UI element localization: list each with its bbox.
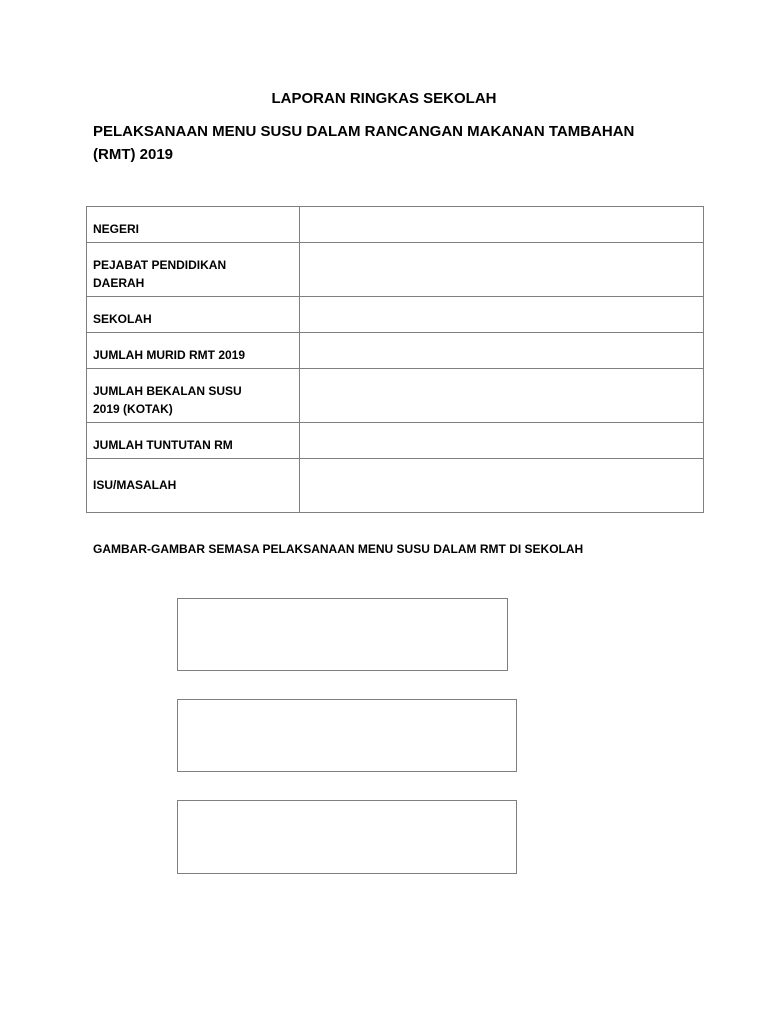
photos-section-heading: GAMBAR-GAMBAR SEMASA PELAKSANAAN MENU SUSU DALAM RMT DI SEKOLAH [93, 542, 584, 556]
row-label-line-1: SEKOLAH [93, 312, 152, 326]
page-title: LAPORAN RINGKAS SEKOLAH [271, 90, 497, 107]
row-label-line-1: JUMLAH TUNTUTAN RM [93, 438, 233, 452]
row-label [87, 207, 300, 243]
row-label-line-1: JUMLAH BEKALAN SUSU [93, 384, 242, 398]
row-value-field[interactable] [300, 243, 704, 297]
table-row-pejabat-pendidikan [87, 243, 704, 297]
row-label-line-1: ISU/MASALAH [93, 477, 177, 492]
table-row-negeri [87, 207, 704, 243]
row-value-field[interactable] [300, 297, 704, 333]
row-label [87, 333, 300, 369]
row-label [87, 423, 300, 459]
row-value-field[interactable] [300, 333, 704, 369]
row-label [87, 243, 300, 297]
row-label [87, 369, 300, 423]
table-row-sekolah [87, 297, 704, 333]
row-label-line-2: DAERAH [93, 276, 145, 290]
row-label [87, 459, 300, 513]
row-label [87, 297, 300, 333]
school-info-table [86, 206, 704, 513]
row-label-line-1: NEGERI [93, 222, 140, 236]
photo-placeholder-box [177, 699, 517, 772]
row-value-field[interactable] [300, 423, 704, 459]
table-row-jumlah-murid [87, 333, 704, 369]
row-value-field[interactable] [300, 459, 704, 513]
subtitle-line-1: PELAKSANAAN MENU SUSU DALAM RANCANGAN MAKANAN TAMBAHAN [93, 123, 635, 140]
row-label-line-1: PEJABAT PENDIDIKAN [93, 258, 227, 272]
document-subtitle [93, 120, 683, 166]
photo-placeholder-box [177, 800, 517, 874]
row-value-field[interactable] [300, 369, 704, 423]
table-row-jumlah-bekalan-susu [87, 369, 704, 423]
table-row-jumlah-tuntutan [87, 423, 704, 459]
row-value-field[interactable] [300, 207, 704, 243]
row-label-line-1: JUMLAH MURID RMT 2019 [93, 348, 246, 362]
subtitle-line-2: (RMT) 2019 [93, 146, 174, 163]
photo-placeholder-box [177, 598, 508, 671]
table-row-isu-masalah [87, 459, 704, 513]
row-label-line-2: 2019 (KOTAK) [93, 402, 173, 416]
